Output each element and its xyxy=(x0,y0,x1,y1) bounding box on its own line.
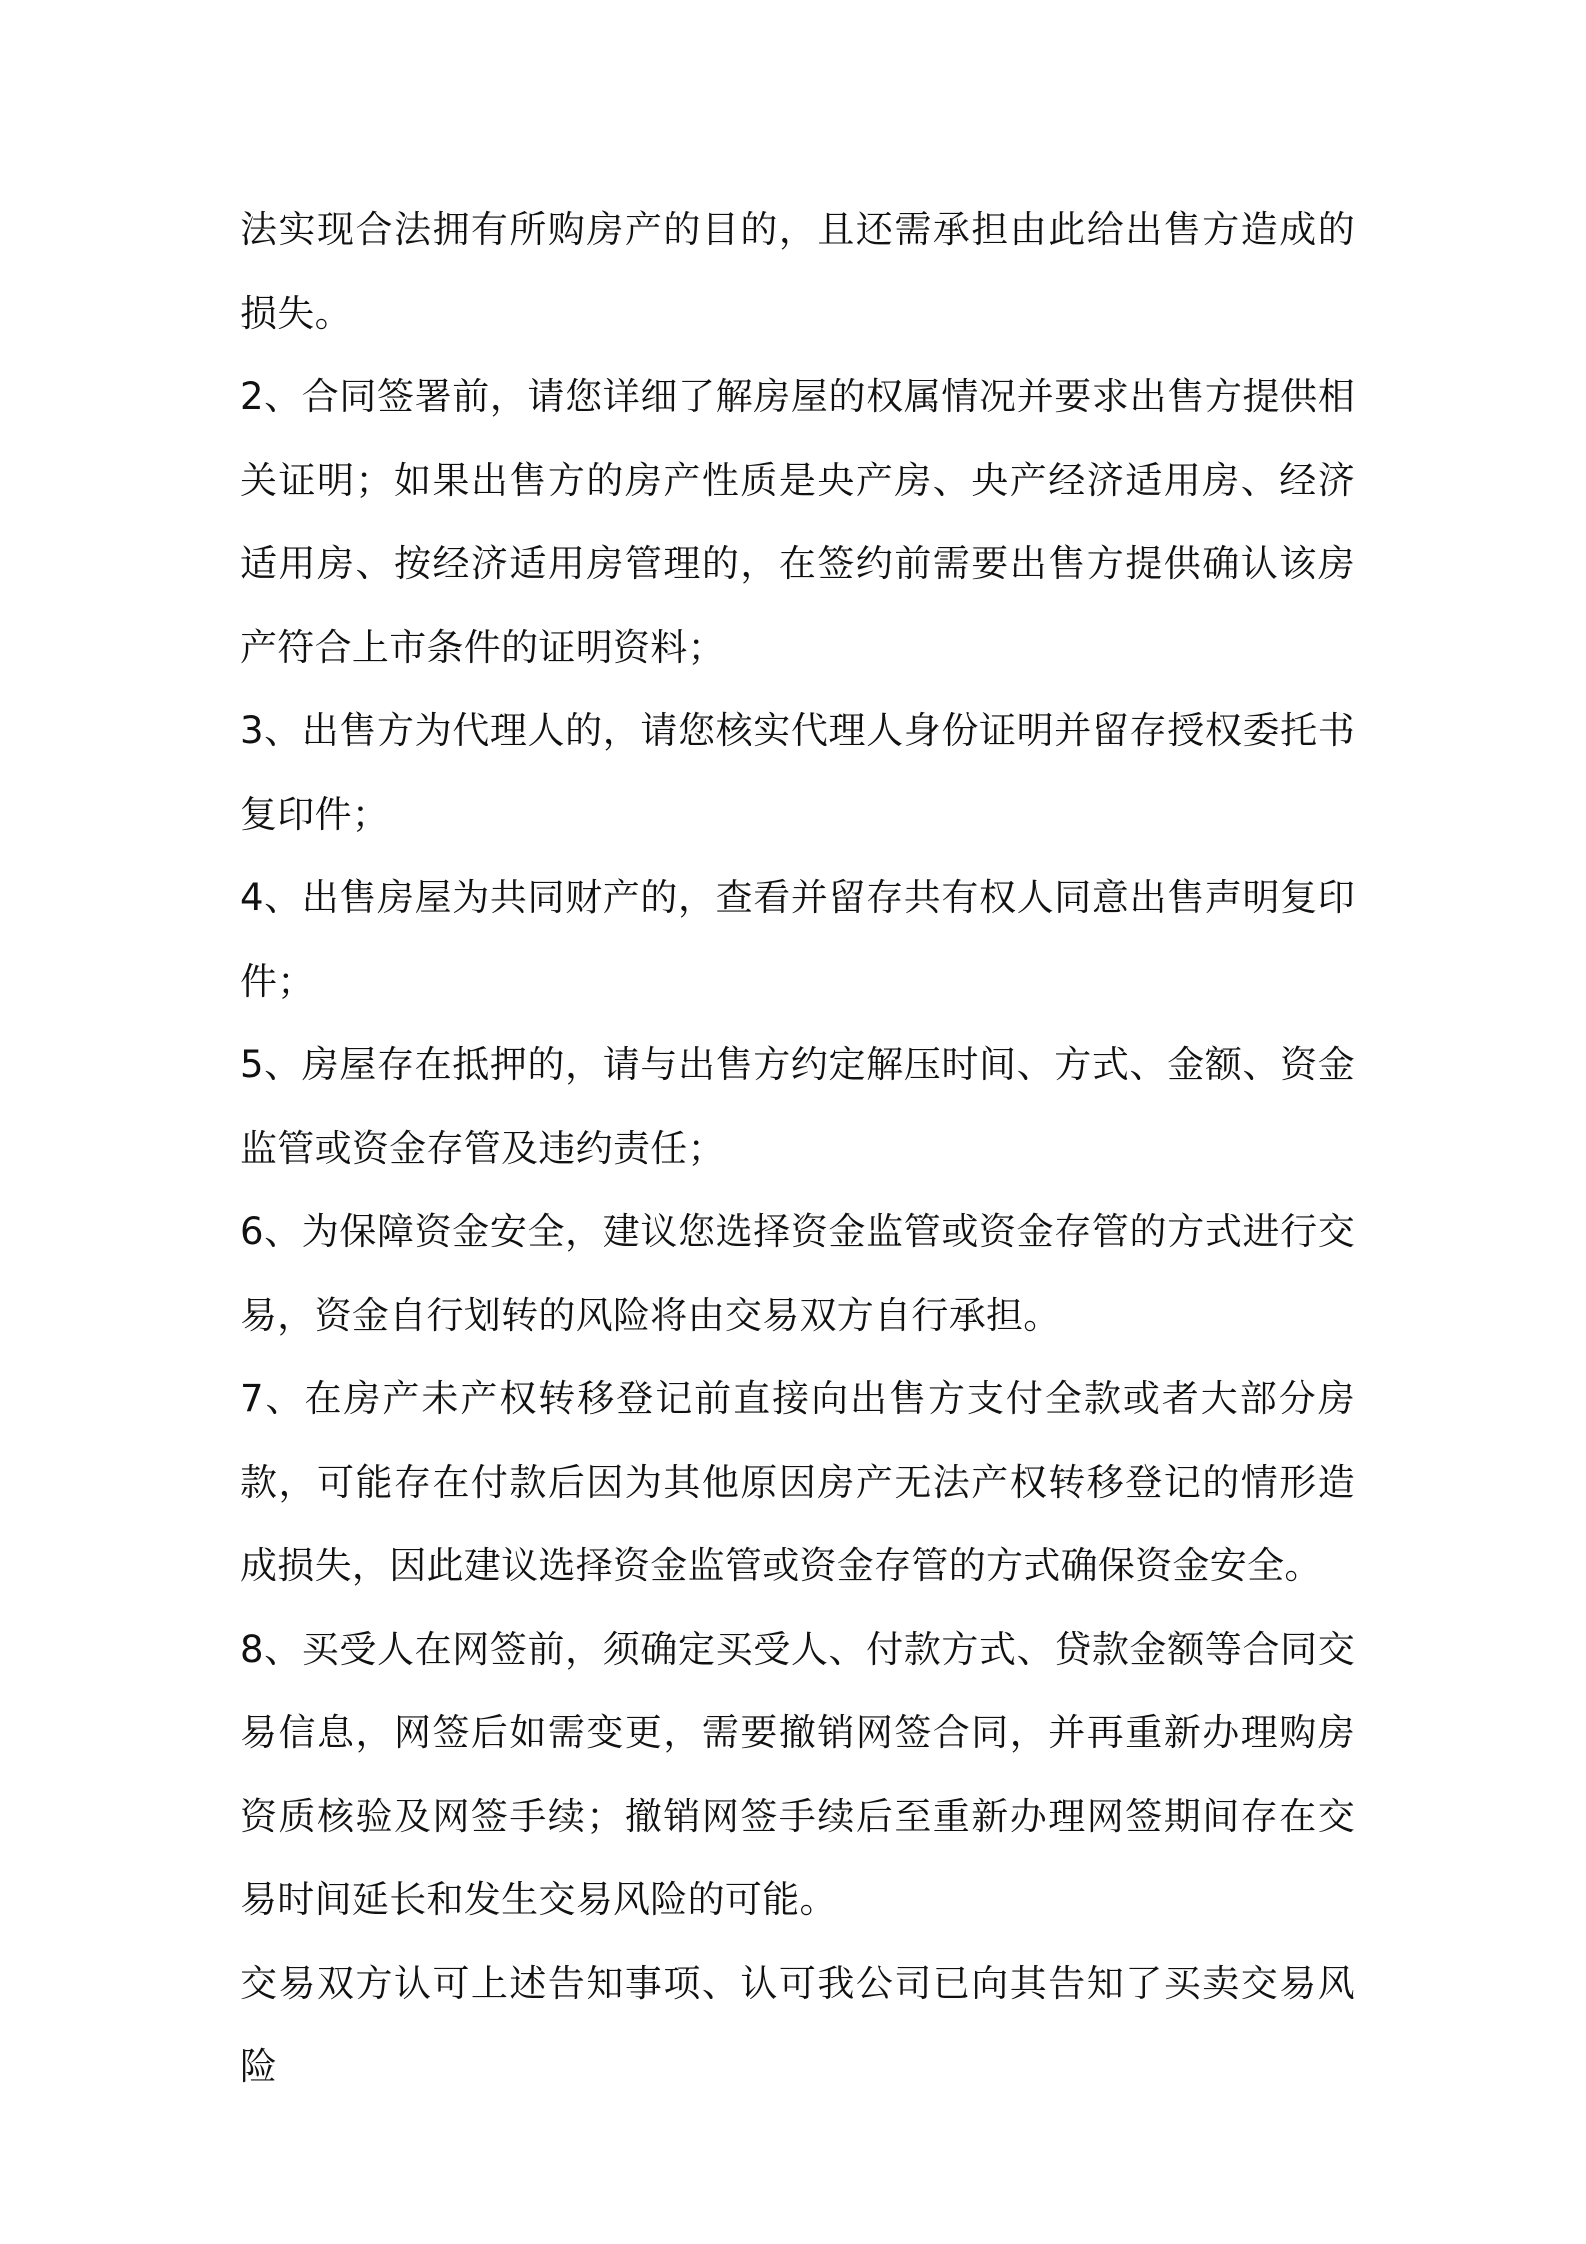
paragraph-item-6: 6、为保障资金安全，建议您选择资金监管或资金存管的方式进行交易，资金自行划转的风险将由交易双方自行承担。 xyxy=(240,1210,1355,1337)
paragraph-item-2: 2、合同签署前，请您详细了解房屋的权属情况并要求出售方提供相关证明；如果出售方的房产性质是央产房、央产经济适用房、经济适用房、按经济适用房管理的，在签约前需要出售方提供确认该房产符合上市条件的证明资料； xyxy=(240,375,1355,669)
paragraph-acknowledgement: 交易双方认可上述告知事项、认可我公司已向其告知了买卖交易风险 xyxy=(240,1961,1355,2088)
document-body xyxy=(240,188,1355,2109)
paragraph-item-3: 3、出售方为代理人的，请您核实代理人身份证明并留存授权委托书复印件； xyxy=(240,709,1355,836)
paragraph-item-4: 4、出售房屋为共同财产的，查看并留存共有权人同意出售声明复印件； xyxy=(240,876,1355,1003)
paragraph-continuation: 法实现合法拥有所购房产的目的，且还需承担由此给出售方造成的损失。 xyxy=(240,208,1355,335)
paragraph-item-5: 5、房屋存在抵押的，请与出售方约定解压时间、方式、金额、资金监管或资金存管及违约责任； xyxy=(240,1043,1355,1170)
paragraph-item-8: 8、买受人在网签前，须确定买受人、付款方式、贷款金额等合同交易信息，网签后如需变更，需要撤销网签合同，并再重新办理购房资质核验及网签手续；撤销网签手续后至重新办理网签期间存在交易时间延长和发生交易风险的可能。 xyxy=(240,1627,1355,1921)
paragraph-item-7: 7、在房产未产权转移登记前直接向出售方支付全款或者大部分房款，可能存在付款后因为其他原因房产无法产权转移登记的情形造成损失，因此建议选择资金监管或资金存管的方式确保资金安全。 xyxy=(240,1377,1355,1587)
